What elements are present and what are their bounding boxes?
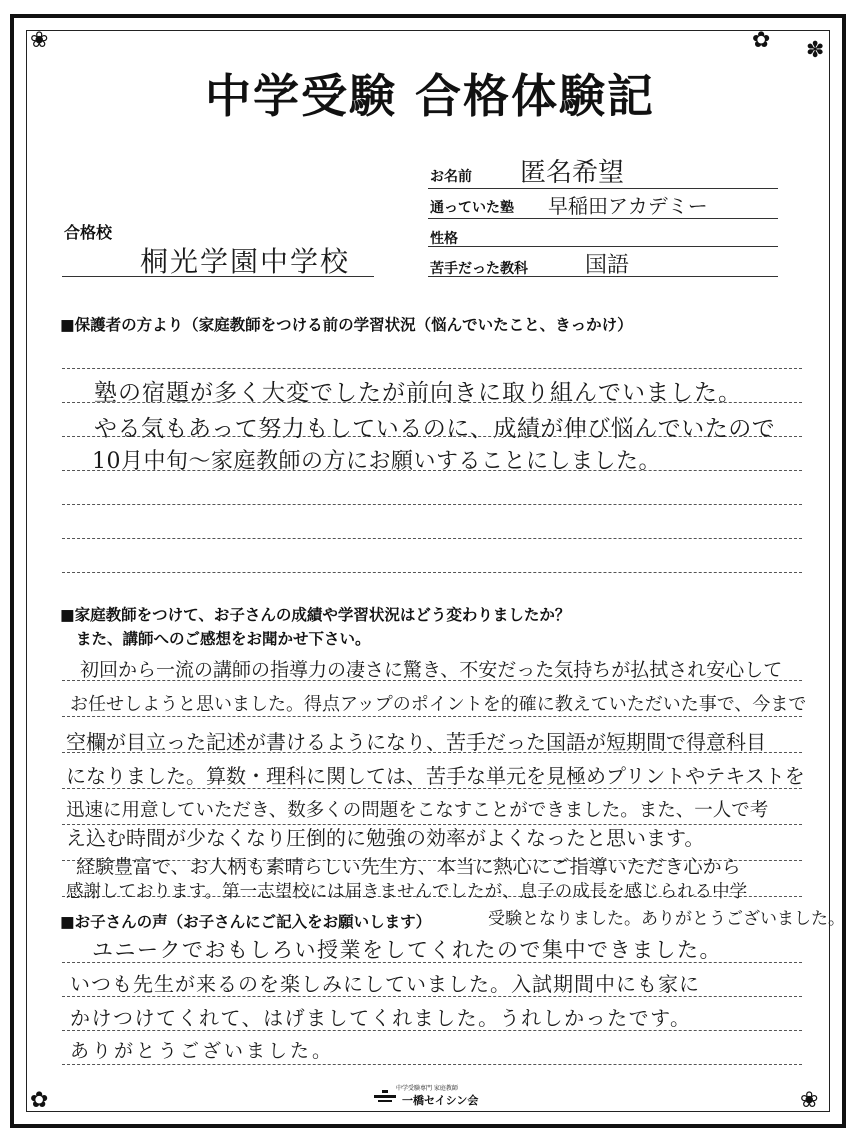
section2-line: 迅速に用意していただき、数多くの問題をこなすことができました。また、一人で考 [66, 800, 769, 821]
section2-line: 感謝しております。第一志望校には届きませんでしたが、息子の成長を感じられる中学 [66, 882, 748, 902]
school-attended-label: 通っていた塾 [430, 200, 514, 216]
section2-heading: ■家庭教師をつけて、お子さんの成績や学習状況はどう変わりましたか？ [60, 606, 571, 624]
section2-line: 空欄が目立った記述が書けるようになり、苦手だった国語が短期間で得意科目 [66, 730, 766, 754]
corner-ornament-icon: ❀ [30, 28, 49, 53]
section1-line: 塾の宿題が多く大変でしたが前向きに取り組んでいました。 [94, 380, 742, 406]
section3-line: ユニークでおもしろい授業をしてくれたので集中できました。 [92, 938, 722, 962]
writing-line [62, 504, 802, 505]
corner-ornament-icon: ❀ [800, 1088, 819, 1113]
section2-line: え込む時間が少なくなり圧倒的に勉強の効率がよくなったと思います。 [66, 826, 705, 850]
section3-line: いつも先生が来るのを楽しみにしていました。入試期間中にも家に [70, 972, 700, 996]
section2-subheading: また、講師へのご感想をお聞かせ下さい。 [76, 630, 371, 648]
writing-line [62, 572, 802, 573]
section2-line: になりました。算数・理科に関しては、苦手な単元を見極めプリントやテキストを [66, 764, 805, 788]
gender-label: 性格 [430, 231, 458, 247]
section1-heading: ■保護者の方より（家庭教師をつける前の学習状況（悩んでいたこと、きっかけ） [60, 316, 633, 334]
brand-tagline: 中学受験専門 家庭教師 [396, 1085, 458, 1092]
passed-school-value: 桐光学園中学校 [140, 245, 351, 278]
divider [428, 188, 778, 189]
writing-line [62, 368, 802, 369]
page-title: 中学受験 合格体験記 [204, 69, 655, 123]
school-attended-value: 早稲田アカデミー [548, 194, 708, 218]
section2-line: お任せしようと思いました。得点アップのポイントを的確に教えていただいた事で、今まで [70, 694, 807, 715]
section3-line: かけつけてくれて、はげましてくれました。うれしかったです。 [70, 1006, 692, 1030]
divider [428, 246, 778, 247]
weak-subject-value: 国語 [585, 253, 630, 278]
divider [428, 276, 778, 277]
brand-mark-icon [374, 1089, 396, 1105]
divider [428, 218, 778, 219]
section3-line: ありがとうございました。 [70, 1040, 335, 1062]
section1-line: 10月中旬～家庭教師の方にお願いすることにしました。 [92, 449, 661, 474]
name-label: お名前 [430, 169, 472, 185]
section2-line: 受験となりました。ありがとうございました。 [488, 909, 845, 929]
corner-ornament-icon: ✿ [30, 1088, 49, 1113]
section1-line: やる気もあって努力もしているのに、成績が伸び悩んでいたので [94, 416, 776, 442]
name-value: 匿名希望 [520, 158, 625, 188]
section2-line: 初回から一流の講師の指導力の凄さに驚き、不安だった気持ちが払拭され安心して [80, 659, 783, 681]
passed-school-label: 合格校 [64, 223, 113, 242]
section2-line: 経験豊富で、お人柄も素晴らしい先生方、本当に熱心にご指導いただき心から [76, 856, 741, 878]
corner-ornament-icon: ✽ [806, 38, 825, 63]
corner-ornament-icon: ✿ [752, 28, 771, 53]
brand-name: 一橋セイシン会 [402, 1094, 479, 1107]
writing-line [62, 538, 802, 539]
writing-line [62, 1064, 802, 1065]
brand-logo [372, 1083, 488, 1109]
weak-subject-label: 苦手だった教科 [430, 261, 528, 277]
section3-heading: ■お子さんの声（お子さんにご記入をお願いします） [60, 913, 432, 931]
writing-line [62, 716, 802, 717]
divider [62, 276, 374, 277]
